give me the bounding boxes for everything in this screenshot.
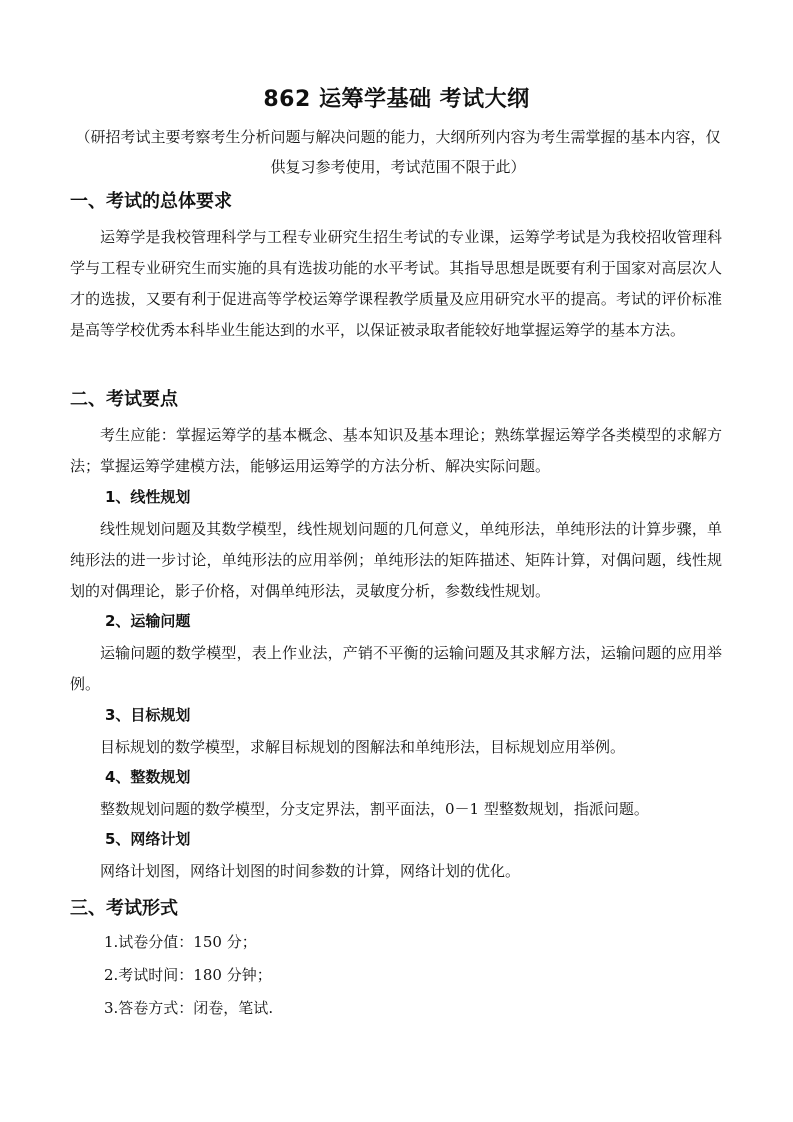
topic-heading-linear-programming: 1、线性规划	[105, 488, 191, 506]
section-heading-requirements: 一、考试的总体要求	[70, 191, 232, 212]
exam-format-item: 2.考试时间：180 分钟；	[104, 966, 272, 984]
document-title: 862 运筹学基础 考试大纲	[263, 87, 530, 112]
requirements-paragraph: 运筹学是我校管理科学与工程专业研究生招生考试的专业课，运筹学考试是为我校招收管理科学与工程专业研究生而实施的具有选拔功能的水平考试。其指导思想是既要有利于国家对高层次人才的选拔，又要有利于促进高等学校运筹学课程教学质量及应用研究水平的提高。考试的评价标准是高等学校优秀本科毕业生能达到的水平，以保证被录取者能较好地掌握运筹学的基本方法。	[70, 228, 722, 339]
topic-heading-integer-programming: 4、整数规划	[105, 768, 191, 786]
topic-heading-network-planning: 5、网络计划	[105, 830, 191, 848]
topic-text-integer-programming: 整数规划问题的数学模型，分支定界法，割平面法，0－1 型整数规划，指派问题。	[100, 800, 649, 818]
topic-heading-goal-programming: 3、目标规划	[105, 706, 191, 724]
section-heading-exam-format: 三、考试形式	[70, 898, 178, 919]
key-points-intro: 考生应能：掌握运筹学的基本概念、基本知识及基本理论；熟练掌握运筹学各类模型的求解方法；掌握运筹学建模方法，能够运用运筹学的方法分析、解决实际问题。	[70, 426, 722, 475]
exam-format-item: 3.答卷方式：闭卷，笔试.	[104, 999, 274, 1017]
topic-text-goal-programming: 目标规划的数学模型，求解目标规划的图解法和单纯形法，目标规划应用举例。	[100, 738, 626, 756]
topic-text-network-planning: 网络计划图，网络计划图的时间参数的计算，网络计划的优化。	[100, 862, 521, 880]
topic-text-linear-programming: 线性规划问题及其数学模型，线性规划问题的几何意义，单纯形法，单纯形法的计算步骤，单纯形法的进一步讨论，单纯形法的应用举例；单纯形法的矩阵描述、矩阵计算，对偶问题，线性规划的对偶理论，影子价格，对偶单纯形法，灵敏度分析，参数线性规划。	[70, 520, 722, 600]
exam-format-item: 1.试卷分值：150 分；	[104, 933, 257, 951]
topic-text-transportation: 运输问题的数学模型，表上作业法，产销不平衡的运输问题及其求解方法，运输问题的应用举例。	[70, 644, 722, 693]
section-heading-key-points: 二、考试要点	[70, 389, 178, 410]
topic-heading-transportation: 2、运输问题	[105, 612, 191, 630]
document-subtitle: （研招考试主要考察考生分析问题与解决问题的能力，大纲所列内容为考生需掌握的基本内容，仅供复习参考使用，考试范围不限于此）	[75, 128, 721, 176]
